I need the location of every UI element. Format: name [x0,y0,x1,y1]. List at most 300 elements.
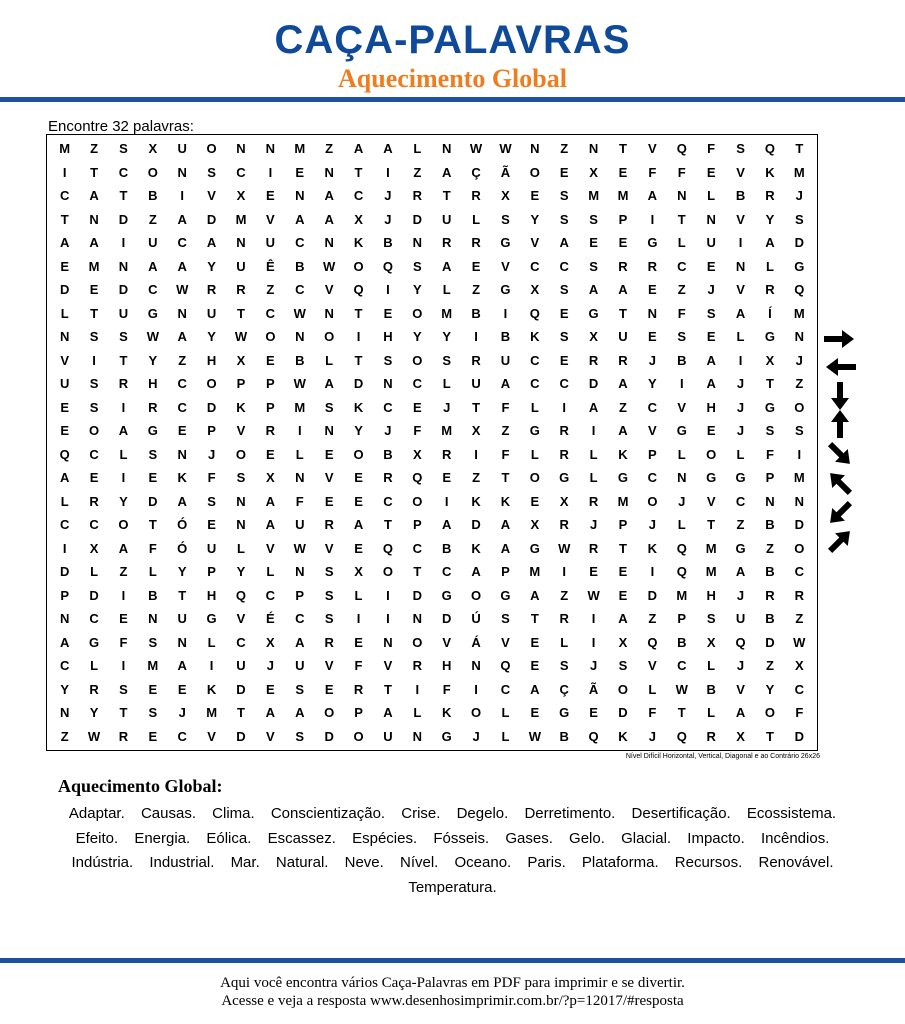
grid-letter[interactable]: A [735,564,746,580]
grid-letter[interactable]: Á [471,634,481,650]
grid-letter[interactable]: I [797,446,802,462]
grid-letter[interactable]: A [588,282,599,298]
grid-letter[interactable]: N [59,705,70,721]
grid-letter[interactable]: U [118,305,129,321]
grid-letter[interactable]: I [62,164,67,180]
grid-letter[interactable]: X [266,470,275,486]
grid-letter[interactable]: V [648,423,657,439]
grid-letter[interactable]: Q [794,282,805,298]
word-search-grid[interactable] [46,134,818,751]
grid-letter[interactable]: U [206,305,217,321]
grid-letter[interactable]: E [559,305,569,321]
grid-letter[interactable]: E [618,564,628,580]
grid-letter[interactable]: E [589,235,598,251]
grid-letter[interactable]: N [324,423,334,439]
grid-letter[interactable]: K [500,493,511,509]
grid-letter[interactable]: X [89,540,99,556]
grid-letter[interactable]: D [206,399,217,415]
grid-letter[interactable]: X [589,164,598,180]
grid-letter[interactable]: R [236,282,246,298]
grid-letter[interactable]: G [441,728,452,744]
grid-letter[interactable]: X [148,141,158,157]
grid-letter[interactable]: I [474,329,478,345]
grid-letter[interactable]: E [530,634,540,650]
grid-letter[interactable]: V [324,470,334,486]
grid-letter[interactable]: P [207,423,216,439]
grid-letter[interactable]: N [295,188,305,204]
grid-letter[interactable]: Y [530,211,540,227]
grid-letter[interactable]: E [706,423,716,439]
grid-letter[interactable]: R [559,446,569,462]
grid-letter[interactable]: I [121,587,126,603]
grid-letter[interactable]: R [588,540,599,556]
grid-letter[interactable]: C [265,305,276,321]
grid-letter[interactable]: W [587,587,600,603]
grid-letter[interactable]: O [412,634,423,650]
grid-letter[interactable]: S [501,211,510,227]
grid-letter[interactable]: W [293,376,306,392]
grid-letter[interactable]: I [562,399,567,415]
grid-letter[interactable]: E [530,493,540,509]
grid-letter[interactable]: A [59,235,70,251]
grid-letter[interactable]: S [148,705,158,721]
grid-letter[interactable]: A [59,470,70,486]
grid-letter[interactable]: V [383,658,393,674]
grid-letter[interactable]: O [324,329,335,345]
grid-letter[interactable]: D [471,517,481,533]
grid-letter[interactable]: S [119,141,128,157]
grid-letter[interactable]: R [324,517,334,533]
grid-letter[interactable]: P [266,376,275,392]
grid-letter[interactable]: I [121,399,126,415]
grid-letter[interactable]: B [735,188,746,204]
grid-letter[interactable]: N [89,211,99,227]
grid-letter[interactable]: R [765,282,775,298]
grid-letter[interactable]: A [324,211,334,227]
grid-letter[interactable]: L [736,446,745,462]
grid-letter[interactable]: O [353,728,364,744]
grid-letter[interactable]: K [471,493,481,509]
grid-letter[interactable]: T [354,164,363,180]
grid-letter[interactable]: É [266,611,275,627]
grid-letter[interactable]: Z [501,423,510,439]
grid-letter[interactable]: W [87,728,101,744]
grid-letter[interactable]: S [324,399,334,415]
grid-letter[interactable]: S [559,658,569,674]
grid-letter[interactable]: N [59,329,70,345]
grid-letter[interactable]: T [707,517,716,533]
grid-letter[interactable]: H [706,587,716,603]
grid-letter[interactable]: C [383,493,393,509]
grid-letter[interactable]: A [706,376,716,392]
grid-letter[interactable]: J [207,446,216,462]
grid-letter[interactable]: C [295,235,305,251]
grid-letter[interactable]: M [793,470,805,486]
grid-letter[interactable]: T [442,188,451,204]
grid-letter[interactable]: Y [236,564,246,580]
grid-letter[interactable]: T [119,188,128,204]
grid-letter[interactable]: R [441,446,452,462]
grid-letter[interactable]: C [647,399,658,415]
grid-letter[interactable]: V [442,634,452,650]
grid-letter[interactable]: B [441,540,452,556]
grid-letter[interactable]: I [356,611,361,627]
grid-letter[interactable]: D [59,564,70,580]
grid-letter[interactable]: D [324,728,334,744]
grid-letter[interactable]: S [442,352,452,368]
grid-letter[interactable]: R [412,658,422,674]
grid-letter[interactable]: S [295,681,305,697]
grid-letter[interactable]: Z [413,164,422,180]
grid-letter[interactable]: A [295,211,305,227]
grid-letter[interactable]: G [147,305,158,321]
grid-letter[interactable]: Z [765,540,774,556]
grid-letter[interactable]: Z [765,658,774,674]
grid-letter[interactable]: R [148,399,158,415]
grid-letter[interactable]: H [206,352,217,368]
grid-letter[interactable]: V [236,611,246,627]
grid-letter[interactable]: M [59,141,71,157]
grid-letter[interactable]: L [589,446,598,462]
grid-letter[interactable]: Z [648,611,657,627]
grid-letter[interactable]: Q [59,446,70,462]
grid-letter[interactable]: M [676,587,688,603]
grid-letter[interactable]: F [795,705,804,721]
grid-letter[interactable]: E [412,399,422,415]
grid-letter[interactable]: V [648,658,657,674]
grid-letter[interactable]: B [295,258,305,274]
grid-letter[interactable]: A [177,211,187,227]
grid-letter[interactable]: P [60,587,70,603]
grid-letter[interactable]: I [591,611,596,627]
grid-letter[interactable]: S [236,470,246,486]
grid-letter[interactable]: Z [736,517,745,533]
grid-letter[interactable]: X [471,423,481,439]
grid-letter[interactable]: B [765,611,775,627]
grid-letter[interactable]: C [59,517,70,533]
grid-letter[interactable]: V [677,399,687,415]
grid-letter[interactable]: G [89,634,100,650]
grid-letter[interactable]: Ó [177,517,188,533]
grid-letter[interactable]: J [736,658,745,674]
grid-letter[interactable]: C [530,376,540,392]
grid-letter[interactable]: B [383,235,393,251]
grid-letter[interactable]: S [559,282,569,298]
grid-letter[interactable]: Ó [177,540,188,556]
grid-letter[interactable]: X [530,282,540,298]
grid-letter[interactable]: A [265,705,276,721]
grid-letter[interactable]: S [559,329,569,345]
grid-letter[interactable]: R [89,493,99,509]
grid-letter[interactable]: O [147,164,158,180]
grid-letter[interactable]: I [474,681,478,697]
grid-letter[interactable]: T [677,211,686,227]
grid-letter[interactable]: Y [119,493,128,509]
grid-letter[interactable]: I [386,587,390,603]
grid-letter[interactable]: X [412,446,422,462]
grid-letter[interactable]: A [118,423,129,439]
grid-letter[interactable]: F [648,705,657,721]
grid-letter[interactable]: J [707,282,715,298]
grid-letter[interactable]: S [559,188,569,204]
grid-letter[interactable]: R [559,517,569,533]
grid-letter[interactable]: V [324,658,334,674]
grid-letter[interactable]: J [736,587,745,603]
grid-letter[interactable]: J [384,423,392,439]
grid-letter[interactable]: X [266,634,275,650]
grid-letter[interactable]: U [177,611,187,627]
grid-letter[interactable]: A [177,658,187,674]
grid-letter[interactable]: F [354,658,363,674]
grid-letter[interactable]: N [295,564,305,580]
grid-letter[interactable]: L [207,634,216,650]
grid-letter[interactable]: Ç [559,681,569,697]
grid-letter[interactable]: I [121,658,126,674]
grid-letter[interactable]: T [237,305,245,321]
grid-letter[interactable]: E [295,164,305,180]
grid-letter[interactable]: N [236,141,246,157]
grid-letter[interactable]: Í [768,305,772,321]
grid-letter[interactable]: T [237,705,245,721]
grid-letter[interactable]: Y [412,329,422,345]
grid-letter[interactable]: N [265,141,276,157]
grid-letter[interactable]: P [501,564,510,580]
grid-letter[interactable]: T [472,399,481,415]
grid-letter[interactable]: X [618,634,628,650]
grid-letter[interactable]: Y [412,282,422,298]
grid-letter[interactable]: A [647,188,658,204]
grid-letter[interactable]: I [180,188,185,204]
grid-letter[interactable]: T [765,376,774,392]
grid-letter[interactable]: U [383,728,393,744]
grid-letter[interactable]: N [706,211,716,227]
grid-letter[interactable]: O [647,493,658,509]
grid-letter[interactable]: C [735,493,746,509]
grid-letter[interactable]: N [236,235,246,251]
grid-letter[interactable]: J [178,705,186,721]
grid-letter[interactable]: U [177,141,187,157]
grid-letter[interactable]: Y [177,564,187,580]
grid-letter[interactable]: T [354,352,363,368]
grid-letter[interactable]: A [324,188,334,204]
grid-letter[interactable]: C [89,446,99,462]
grid-letter[interactable]: E [177,423,187,439]
grid-letter[interactable]: S [207,164,216,180]
grid-letter[interactable]: Z [148,211,157,227]
grid-letter[interactable]: M [147,658,159,674]
grid-letter[interactable]: G [735,540,746,556]
grid-letter[interactable]: C [353,188,364,204]
grid-letter[interactable]: O [471,705,482,721]
grid-letter[interactable]: U [295,517,305,533]
grid-letter[interactable]: U [148,235,158,251]
grid-letter[interactable]: F [648,164,657,180]
grid-letter[interactable]: E [354,470,363,486]
grid-letter[interactable]: N [118,258,129,274]
grid-letter[interactable]: J [384,188,392,204]
grid-letter[interactable]: C [647,470,658,486]
grid-letter[interactable]: E [148,470,158,486]
grid-letter[interactable]: E [618,164,628,180]
grid-letter[interactable]: L [501,728,510,744]
grid-letter[interactable]: N [383,376,393,392]
grid-letter[interactable]: H [148,376,158,392]
grid-letter[interactable]: L [707,188,716,204]
grid-letter[interactable]: R [471,352,481,368]
grid-letter[interactable]: E [530,188,540,204]
grid-letter[interactable]: J [736,423,745,439]
grid-letter[interactable]: B [148,587,158,603]
grid-letter[interactable]: M [441,423,453,439]
grid-letter[interactable]: E [530,705,540,721]
grid-letter[interactable]: S [295,728,305,744]
grid-letter[interactable]: A [265,517,276,533]
grid-letter[interactable]: A [59,634,70,650]
grid-letter[interactable]: C [148,282,158,298]
grid-letter[interactable]: C [441,564,452,580]
grid-letter[interactable]: T [90,164,99,180]
grid-letter[interactable]: E [442,470,452,486]
grid-letter[interactable]: O [206,141,217,157]
grid-letter[interactable]: E [266,446,275,462]
grid-letter[interactable]: Y [89,705,99,721]
grid-letter[interactable]: F [442,681,451,697]
grid-letter[interactable]: D [765,634,775,650]
grid-letter[interactable]: C [794,564,804,580]
grid-letter[interactable]: T [119,705,128,721]
grid-letter[interactable]: I [738,235,743,251]
grid-letter[interactable]: E [559,352,569,368]
grid-letter[interactable]: E [60,399,70,415]
grid-letter[interactable]: E [648,282,657,298]
grid-letter[interactable]: K [353,235,364,251]
grid-letter[interactable]: F [148,540,157,556]
grid-letter[interactable]: A [559,235,569,251]
grid-letter[interactable]: X [794,658,804,674]
grid-letter[interactable]: J [589,517,598,533]
grid-letter[interactable]: L [60,305,69,321]
grid-letter[interactable]: I [386,164,390,180]
grid-letter[interactable]: I [562,564,567,580]
grid-letter[interactable]: N [177,164,187,180]
grid-letter[interactable]: C [530,258,540,274]
grid-letter[interactable]: J [384,211,392,227]
grid-letter[interactable]: F [413,423,422,439]
grid-letter[interactable]: S [324,564,334,580]
grid-letter[interactable]: D [794,517,804,533]
grid-letter[interactable]: Ç [471,164,481,180]
grid-letter[interactable]: L [589,470,598,486]
grid-letter[interactable]: Z [119,564,128,580]
grid-letter[interactable]: S [89,376,99,392]
grid-letter[interactable]: W [469,141,483,157]
grid-letter[interactable]: D [412,587,422,603]
grid-letter[interactable]: X [765,352,775,368]
grid-letter[interactable]: C [177,399,187,415]
grid-letter[interactable]: V [736,164,745,180]
grid-letter[interactable]: N [677,188,687,204]
grid-letter[interactable]: A [206,235,217,251]
grid-letter[interactable]: E [60,423,70,439]
grid-letter[interactable]: V [266,540,275,556]
grid-letter[interactable]: E [266,681,275,697]
grid-letter[interactable]: Q [735,634,746,650]
grid-letter[interactable]: B [500,329,511,345]
grid-letter[interactable]: V [501,258,510,274]
grid-letter[interactable]: J [472,728,480,744]
grid-letter[interactable]: A [383,141,393,157]
grid-letter[interactable]: L [677,235,686,251]
grid-letter[interactable]: E [266,188,275,204]
grid-letter[interactable]: K [530,329,540,345]
grid-letter[interactable]: M [88,258,100,274]
grid-letter[interactable]: E [706,329,716,345]
grid-letter[interactable]: N [412,728,422,744]
grid-letter[interactable]: C [118,164,129,180]
grid-letter[interactable]: C [59,188,70,204]
grid-letter[interactable]: N [148,611,158,627]
grid-letter[interactable]: E [177,681,187,697]
grid-letter[interactable]: L [707,658,716,674]
grid-letter[interactable]: S [119,329,128,345]
grid-letter[interactable]: Q [412,470,423,486]
grid-letter[interactable]: E [589,564,598,580]
grid-letter[interactable]: A [353,141,364,157]
grid-letter[interactable]: A [353,517,364,533]
grid-letter[interactable]: F [677,305,686,321]
grid-letter[interactable]: L [90,564,99,580]
grid-letter[interactable]: P [207,564,216,580]
grid-letter[interactable]: E [471,258,481,274]
grid-letter[interactable]: G [559,470,570,486]
grid-letter[interactable]: E [119,611,128,627]
grid-letter[interactable]: N [295,329,305,345]
grid-letter[interactable]: G [529,540,540,556]
grid-letter[interactable]: A [735,705,746,721]
grid-letter[interactable]: G [441,587,452,603]
grid-letter[interactable]: K [647,540,658,556]
grid-letter[interactable]: Y [648,376,657,392]
grid-letter[interactable]: K [618,728,628,744]
grid-letter[interactable]: L [472,211,481,227]
grid-letter[interactable]: U [59,376,70,392]
grid-letter[interactable]: L [354,587,363,603]
grid-letter[interactable]: E [324,446,334,462]
grid-letter[interactable]: I [591,634,596,650]
grid-letter[interactable]: C [383,399,393,415]
grid-letter[interactable]: B [295,352,305,368]
grid-letter[interactable]: M [529,564,541,580]
grid-letter[interactable]: E [148,728,158,744]
grid-letter[interactable]: R [383,470,393,486]
grid-letter[interactable]: Y [60,681,70,697]
grid-letter[interactable]: G [500,282,511,298]
grid-letter[interactable]: O [353,258,364,274]
grid-letter[interactable]: R [118,376,129,392]
grid-letter[interactable]: A [177,258,187,274]
grid-letter[interactable]: L [765,258,774,274]
grid-letter[interactable]: I [738,352,743,368]
grid-letter[interactable]: D [647,587,658,603]
grid-letter[interactable]: N [794,329,804,345]
grid-letter[interactable]: L [501,705,510,721]
grid-letter[interactable]: S [765,423,775,439]
grid-letter[interactable]: N [383,634,393,650]
grid-letter[interactable]: T [119,352,128,368]
grid-letter[interactable]: S [794,423,804,439]
grid-letter[interactable]: M [235,211,247,227]
grid-letter[interactable]: E [618,235,628,251]
